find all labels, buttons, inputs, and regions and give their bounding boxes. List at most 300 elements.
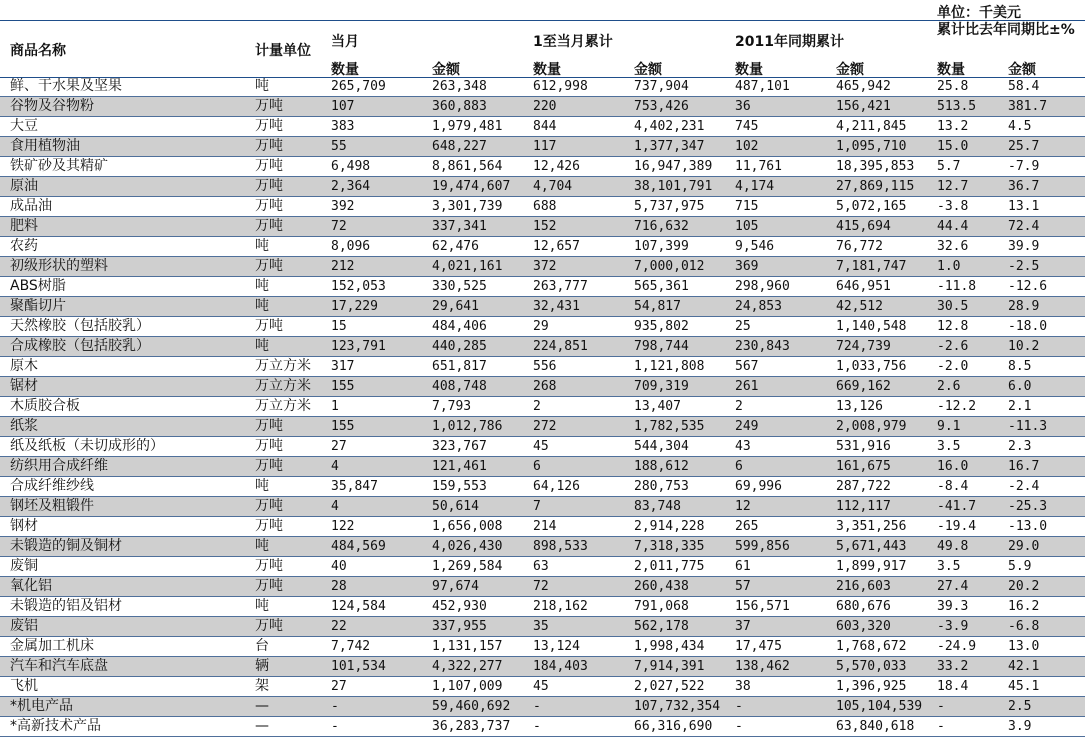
cell-ytd-qty: - [533,699,541,714]
cell-ytd-qty: 272 [533,419,557,434]
cell-product-name: 原木 [10,358,38,374]
cell-prev-qty: 57 [735,579,751,594]
table-row [0,117,1085,137]
cell-prev-qty: 249 [735,419,759,434]
cell-yoy-qty: 44.4 [937,219,969,234]
cell-unit: 万吨 [255,318,283,334]
table-row [0,277,1085,297]
cell-ytd-amt: 260,438 [634,579,689,594]
cell-unit: 万吨 [255,578,283,594]
table-row [0,477,1085,497]
cell-month-amt: 1,107,009 [432,679,503,694]
cell-prev-qty: 61 [735,559,751,574]
header-current-month: 当月 [331,34,359,50]
cell-month-qty: 27 [331,679,347,694]
cell-ytd-amt: 798,744 [634,339,689,354]
cell-yoy-amt: -7.9 [1008,159,1040,174]
cell-prev-qty: 261 [735,379,759,394]
cell-prev-amt: 1,768,672 [836,639,907,654]
cell-prev-amt: 1,095,710 [836,139,907,154]
cell-month-qty: 212 [331,259,355,274]
cell-prev-amt: 7,181,747 [836,259,907,274]
cell-yoy-amt: -2.5 [1008,259,1040,274]
cell-month-amt: 484,406 [432,319,487,334]
cell-month-amt: 159,553 [432,479,487,494]
header-yoy-change: 累计比去年同期比±% [937,22,1075,38]
cell-product-name: 氧化铝 [10,578,52,594]
cell-ytd-amt: 7,000,012 [634,259,705,274]
table-row [0,537,1085,557]
cell-prev-amt: 161,675 [836,459,891,474]
cell-ytd-amt: 107,732,354 [634,699,721,714]
table-row [0,357,1085,377]
cell-unit: 吨 [255,298,269,314]
cell-ytd-qty: 263,777 [533,279,588,294]
cell-prev-qty: 24,853 [735,299,782,314]
cell-prev-qty: 298,960 [735,279,790,294]
cell-prev-qty: 156,571 [735,599,790,614]
table-row [0,217,1085,237]
table-row [0,137,1085,157]
cell-yoy-qty: 27.4 [937,579,969,594]
cell-prev-amt: 680,676 [836,599,891,614]
cell-ytd-amt: 5,737,975 [634,199,705,214]
table-row [0,377,1085,397]
cell-product-name: 初级形状的塑料 [10,258,108,274]
cell-yoy-amt: 6.0 [1008,379,1032,394]
cell-ytd-amt: 709,319 [634,379,689,394]
cell-yoy-amt: 36.7 [1008,179,1040,194]
cell-yoy-amt: 16.7 [1008,459,1040,474]
cell-product-name: 合成纤维纱线 [10,478,94,494]
cell-month-qty: 6,498 [331,159,371,174]
cell-month-amt: 648,227 [432,139,487,154]
cell-product-name: 废铜 [10,558,38,574]
cell-yoy-amt: 13.0 [1008,639,1040,654]
header-unit: 计量单位 [255,43,311,59]
cell-ytd-amt: 2,027,522 [634,679,705,694]
cell-yoy-qty: 12.7 [937,179,969,194]
cell-month-amt: 360,883 [432,99,487,114]
cell-product-name: 成品油 [10,198,52,214]
cell-month-amt: 97,674 [432,579,479,594]
header-ytd-amt: 金额 [634,62,662,78]
cell-yoy-amt: 2.3 [1008,439,1032,454]
cell-ytd-qty: 184,403 [533,659,588,674]
cell-unit: 万吨 [255,458,283,474]
cell-ytd-amt: 66,316,690 [634,719,713,734]
cell-unit: 吨 [255,78,269,94]
cell-yoy-amt: 20.2 [1008,579,1040,594]
cell-unit: 万吨 [255,178,283,194]
cell-ytd-amt: 83,748 [634,499,681,514]
cell-month-amt: 36,283,737 [432,719,511,734]
cell-month-qty: 28 [331,579,347,594]
cell-yoy-amt: -12.6 [1008,279,1048,294]
cell-product-name: 纸浆 [10,418,38,434]
cell-prev-amt: 2,008,979 [836,419,907,434]
cell-month-amt: 337,341 [432,219,487,234]
cell-yoy-amt: -25.3 [1008,499,1048,514]
cell-month-qty: 27 [331,439,347,454]
cell-unit: 台 [255,638,269,654]
table-row [0,77,1085,97]
cell-ytd-amt: 2,011,775 [634,559,705,574]
cell-yoy-qty: -2.6 [937,339,969,354]
cell-month-qty: 7,742 [331,639,371,654]
cell-yoy-amt: 39.9 [1008,239,1040,254]
table-row [0,197,1085,217]
cell-prev-qty: 567 [735,359,759,374]
cell-ytd-amt: 7,914,391 [634,659,705,674]
cell-prev-amt: 4,211,845 [836,119,907,134]
cell-yoy-amt: 45.1 [1008,679,1040,694]
cell-prev-qty: 230,843 [735,339,790,354]
cell-month-qty: 22 [331,619,347,634]
cell-ytd-qty: 688 [533,199,557,214]
cell-month-amt: 1,012,786 [432,419,503,434]
cell-ytd-qty: 372 [533,259,557,274]
cell-ytd-qty: 32,431 [533,299,580,314]
cell-product-name: 钢材 [10,518,38,534]
cell-prev-qty: 265 [735,519,759,534]
cell-prev-qty: 38 [735,679,751,694]
cell-prev-qty: 2 [735,399,743,414]
cell-ytd-amt: 13,407 [634,399,681,414]
cell-unit: 万吨 [255,518,283,534]
cell-month-qty: 122 [331,519,355,534]
cell-month-qty: 17,229 [331,299,378,314]
cell-month-amt: 50,614 [432,499,479,514]
cell-unit: 吨 [255,238,269,254]
cell-prev-amt: 13,126 [836,399,883,414]
cell-product-name: *高新技术产品 [10,718,101,734]
cell-prev-amt: 287,722 [836,479,891,494]
cell-month-qty: 35,847 [331,479,378,494]
cell-month-qty: 40 [331,559,347,574]
cell-yoy-qty: -12.2 [937,399,977,414]
cell-month-qty: 15 [331,319,347,334]
cell-prev-qty: 4,174 [735,179,775,194]
cell-month-amt: 408,748 [432,379,487,394]
unit-note: 单位：千美元 [937,5,1021,21]
cell-month-qty: 124,584 [331,599,386,614]
cell-yoy-amt: 28.9 [1008,299,1040,314]
table-row [0,697,1085,717]
table-row [0,317,1085,337]
cell-month-amt: 7,793 [432,399,472,414]
cell-product-name: 未锻造的铝及铝材 [10,598,122,614]
cell-yoy-qty: 15.0 [937,139,969,154]
cell-ytd-amt: 791,068 [634,599,689,614]
cell-prev-amt: 531,916 [836,439,891,454]
cell-yoy-amt: 5.9 [1008,559,1032,574]
cell-prev-qty: 43 [735,439,751,454]
cell-yoy-qty: - [937,699,945,714]
header-year-to-date: 1至当月累计 [533,34,613,50]
cell-yoy-qty: 30.5 [937,299,969,314]
cell-product-name: 谷物及谷物粉 [10,98,94,114]
cell-month-amt: 1,269,584 [432,559,503,574]
cell-yoy-amt: 2.1 [1008,399,1032,414]
cell-unit: 万吨 [255,618,283,634]
cell-month-qty: 1 [331,399,339,414]
cell-month-amt: 651,817 [432,359,487,374]
cell-yoy-amt: 4.5 [1008,119,1032,134]
cell-prev-qty: 12 [735,499,751,514]
cell-ytd-qty: 2 [533,399,541,414]
cell-product-name: 纺织用合成纤维 [10,458,108,474]
cell-prev-amt: 105,104,539 [836,699,923,714]
cell-product-name: 废铝 [10,618,38,634]
cell-product-name: 金属加工机床 [10,638,94,654]
cell-month-qty: 2,364 [331,179,371,194]
cell-unit: 吨 [255,278,269,294]
cell-prev-amt: 27,869,115 [836,179,915,194]
cell-yoy-qty: -3.8 [937,199,969,214]
cell-ytd-qty: 72 [533,579,549,594]
cell-prev-qty: 36 [735,99,751,114]
cell-yoy-amt: -11.3 [1008,419,1048,434]
cell-yoy-qty: -2.0 [937,359,969,374]
cell-product-name: *机电产品 [10,698,73,714]
cell-ytd-amt: 935,802 [634,319,689,334]
table-row [0,637,1085,657]
cell-month-qty: 152,053 [331,279,386,294]
cell-unit: 万吨 [255,498,283,514]
header-month-amt: 金额 [432,62,460,78]
cell-yoy-amt: 29.0 [1008,539,1040,554]
cell-month-qty: 101,534 [331,659,386,674]
cell-month-amt: 59,460,692 [432,699,511,714]
table-row [0,437,1085,457]
cell-month-qty: 155 [331,379,355,394]
cell-yoy-qty: 39.3 [937,599,969,614]
cell-yoy-amt: 3.9 [1008,719,1032,734]
cell-prev-qty: 369 [735,259,759,274]
cell-prev-qty: 102 [735,139,759,154]
cell-yoy-qty: 33.2 [937,659,969,674]
cell-month-amt: 452,930 [432,599,487,614]
cell-yoy-amt: 16.2 [1008,599,1040,614]
cell-month-qty: 317 [331,359,355,374]
cell-product-name: 钢坯及粗锻件 [10,498,94,514]
table-body [0,77,1085,737]
cell-ytd-qty: - [533,719,541,734]
cell-prev-amt: 216,603 [836,579,891,594]
cell-unit: — [255,698,269,714]
cell-yoy-amt: 8.5 [1008,359,1032,374]
cell-ytd-amt: 1,782,535 [634,419,705,434]
cell-yoy-amt: -2.4 [1008,479,1040,494]
cell-yoy-qty: -8.4 [937,479,969,494]
table-row [0,457,1085,477]
cell-product-name: ABS树脂 [10,278,66,294]
cell-ytd-qty: 224,851 [533,339,588,354]
cell-month-amt: 4,021,161 [432,259,503,274]
cell-month-qty: 4 [331,499,339,514]
cell-prev-qty: - [735,699,743,714]
cell-ytd-amt: 562,178 [634,619,689,634]
cell-prev-qty: 11,761 [735,159,782,174]
cell-prev-amt: 669,162 [836,379,891,394]
cell-product-name: 合成橡胶（包括胶乳） [10,338,150,354]
cell-month-amt: 19,474,607 [432,179,511,194]
cell-prev-amt: 1,899,917 [836,559,907,574]
cell-unit: 万吨 [255,158,283,174]
table-row [0,417,1085,437]
cell-ytd-amt: 280,753 [634,479,689,494]
table-row [0,397,1085,417]
cell-prev-qty: - [735,719,743,734]
cell-product-name: 纸及纸板（未切成形的） [10,438,164,454]
cell-product-name: 大豆 [10,118,38,134]
cell-product-name: 聚酯切片 [10,298,66,314]
cell-product-name: 锯材 [10,378,38,394]
cell-prev-qty: 105 [735,219,759,234]
table-row [0,617,1085,637]
cell-ytd-qty: 268 [533,379,557,394]
cell-ytd-amt: 1,998,434 [634,639,705,654]
cell-month-qty: 107 [331,99,355,114]
cell-month-qty: 72 [331,219,347,234]
cell-month-amt: 263,348 [432,79,487,94]
cell-yoy-qty: 25.8 [937,79,969,94]
cell-month-amt: 1,131,157 [432,639,503,654]
cell-yoy-qty: 13.2 [937,119,969,134]
cell-ytd-qty: 12,426 [533,159,580,174]
cell-yoy-amt: 42.1 [1008,659,1040,674]
cell-yoy-qty: -19.4 [937,519,977,534]
cell-month-qty: 383 [331,119,355,134]
cell-prev-amt: 76,772 [836,239,883,254]
table-row [0,157,1085,177]
cell-ytd-amt: 107,399 [634,239,689,254]
cell-ytd-amt: 716,632 [634,219,689,234]
table-row [0,577,1085,597]
cell-yoy-qty: -41.7 [937,499,977,514]
cell-yoy-qty: 16.0 [937,459,969,474]
cell-month-amt: 323,767 [432,439,487,454]
header-month-qty: 数量 [331,62,359,78]
header-top-rule [0,20,1085,21]
cell-unit: 万立方米 [255,398,311,414]
cell-unit: 万吨 [255,98,283,114]
cell-ytd-qty: 29 [533,319,549,334]
cell-prev-qty: 9,546 [735,239,775,254]
cell-unit: — [255,718,269,734]
cell-month-amt: 4,026,430 [432,539,503,554]
cell-month-qty: - [331,699,339,714]
cell-product-name: 木质胶合板 [10,398,80,414]
cell-yoy-qty: 49.8 [937,539,969,554]
cell-ytd-qty: 612,998 [533,79,588,94]
table-row [0,557,1085,577]
cell-month-qty: 8,096 [331,239,371,254]
cell-prev-amt: 724,739 [836,339,891,354]
cell-ytd-qty: 12,657 [533,239,580,254]
cell-month-amt: 62,476 [432,239,479,254]
cell-unit: 万吨 [255,418,283,434]
cell-unit: 万吨 [255,138,283,154]
cell-prev-amt: 63,840,618 [836,719,915,734]
cell-yoy-qty: -24.9 [937,639,977,654]
cell-unit: 吨 [255,598,269,614]
cell-product-name: 飞机 [10,678,38,694]
cell-yoy-qty: 9.1 [937,419,961,434]
cell-yoy-qty: 32.6 [937,239,969,254]
cell-prev-amt: 5,671,443 [836,539,907,554]
cell-yoy-qty: 12.8 [937,319,969,334]
cell-ytd-amt: 737,904 [634,79,689,94]
cell-ytd-amt: 16,947,389 [634,159,713,174]
cell-unit: 万吨 [255,118,283,134]
cell-prev-qty: 138,462 [735,659,790,674]
cell-month-amt: 8,861,564 [432,159,503,174]
cell-yoy-qty: 3.5 [937,439,961,454]
cell-ytd-qty: 220 [533,99,557,114]
cell-product-name: 天然橡胶（包括胶乳） [10,318,150,334]
cell-prev-amt: 5,072,165 [836,199,907,214]
cell-unit: 万吨 [255,438,283,454]
cell-prev-amt: 42,512 [836,299,883,314]
cell-ytd-qty: 117 [533,139,557,154]
cell-yoy-amt: 381.7 [1008,99,1048,114]
cell-month-amt: 337,955 [432,619,487,634]
cell-month-amt: 29,641 [432,299,479,314]
cell-prev-amt: 18,395,853 [836,159,915,174]
cell-prev-amt: 112,117 [836,499,891,514]
cell-month-qty: - [331,719,339,734]
cell-ytd-amt: 565,361 [634,279,689,294]
cell-prev-amt: 5,570,033 [836,659,907,674]
table-row [0,517,1085,537]
header-prev-qty: 数量 [735,62,763,78]
table-row [0,497,1085,517]
cell-month-amt: 440,285 [432,339,487,354]
cell-unit: 吨 [255,538,269,554]
table-row [0,677,1085,697]
cell-yoy-amt: 25.7 [1008,139,1040,154]
header-prior-year: 2011年同期累计 [735,34,844,50]
cell-yoy-qty: 3.5 [937,559,961,574]
cell-ytd-amt: 2,914,228 [634,519,705,534]
cell-product-name: 铁矿砂及其精矿 [10,158,108,174]
cell-yoy-qty: 513.5 [937,99,977,114]
cell-ytd-qty: 218,162 [533,599,588,614]
table-row [0,657,1085,677]
cell-ytd-amt: 753,426 [634,99,689,114]
cell-month-qty: 155 [331,419,355,434]
cell-ytd-qty: 45 [533,679,549,694]
cell-unit: 万立方米 [255,358,311,374]
cell-month-qty: 55 [331,139,347,154]
cell-prev-amt: 1,396,925 [836,679,907,694]
cell-ytd-qty: 45 [533,439,549,454]
cell-unit: 吨 [255,338,269,354]
cell-ytd-qty: 63 [533,559,549,574]
table-row [0,297,1085,317]
cell-ytd-qty: 7 [533,499,541,514]
cell-ytd-qty: 844 [533,119,557,134]
cell-ytd-qty: 152 [533,219,557,234]
cell-yoy-amt: 10.2 [1008,339,1040,354]
cell-month-amt: 3,301,739 [432,199,503,214]
cell-prev-qty: 6 [735,459,743,474]
cell-prev-amt: 415,694 [836,219,891,234]
cell-unit: 万吨 [255,198,283,214]
cell-ytd-qty: 35 [533,619,549,634]
